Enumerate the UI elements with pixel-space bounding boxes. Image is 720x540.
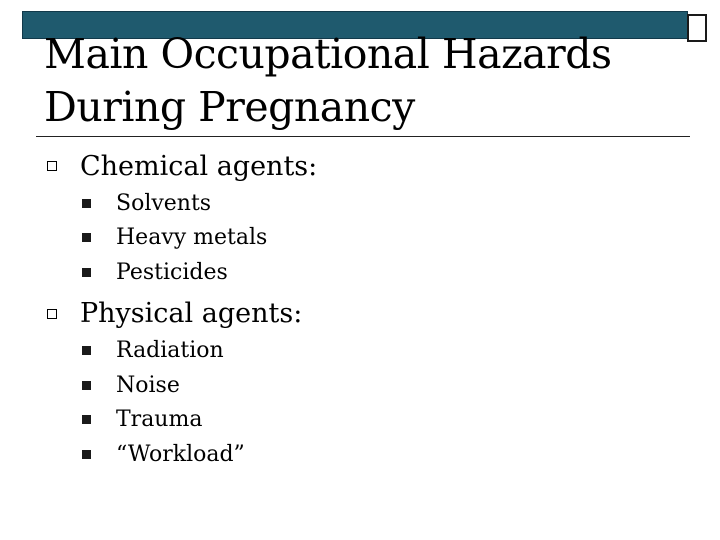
- list-item-label: Radiation: [116, 338, 224, 364]
- sub-bullet-list: [44, 186, 684, 290]
- filled-square-icon: [82, 415, 91, 424]
- section-heading: Chemical agents:: [80, 150, 318, 182]
- section-chemical-agents: [44, 146, 684, 290]
- list-item: [44, 403, 684, 438]
- slide-content: [44, 146, 684, 472]
- hollow-square-icon: [47, 161, 57, 171]
- list-item-label: Trauma: [116, 407, 203, 433]
- list-item: [44, 437, 684, 472]
- list-item-label: Noise: [116, 372, 180, 398]
- list-item-label: Solvents: [116, 190, 212, 216]
- filled-square-icon: [82, 450, 91, 459]
- list-item-label: “Workload”: [116, 441, 245, 467]
- filled-square-icon: [82, 346, 91, 355]
- sub-bullet-list: [44, 334, 684, 472]
- list-item-label: Pesticides: [116, 259, 228, 285]
- bullet-level1: [44, 294, 684, 334]
- section-heading: Physical agents:: [80, 298, 303, 329]
- slide-title: Main Occupational Hazards During Pregnancy: [44, 30, 612, 131]
- list-item: [44, 186, 684, 221]
- filled-square-icon: [82, 381, 91, 390]
- list-item-label: Heavy metals: [116, 225, 268, 251]
- list-item: [44, 368, 684, 403]
- hollow-square-icon: [47, 309, 57, 319]
- title-divider: [36, 136, 690, 137]
- list-item: [44, 255, 684, 290]
- corner-box-decoration: [687, 14, 707, 42]
- section-physical-agents: [44, 294, 684, 472]
- bullet-level1: [44, 146, 684, 186]
- filled-square-icon: [82, 268, 91, 277]
- filled-square-icon: [82, 199, 91, 208]
- list-item: [44, 221, 684, 256]
- filled-square-icon: [82, 233, 91, 242]
- list-item: [44, 334, 684, 369]
